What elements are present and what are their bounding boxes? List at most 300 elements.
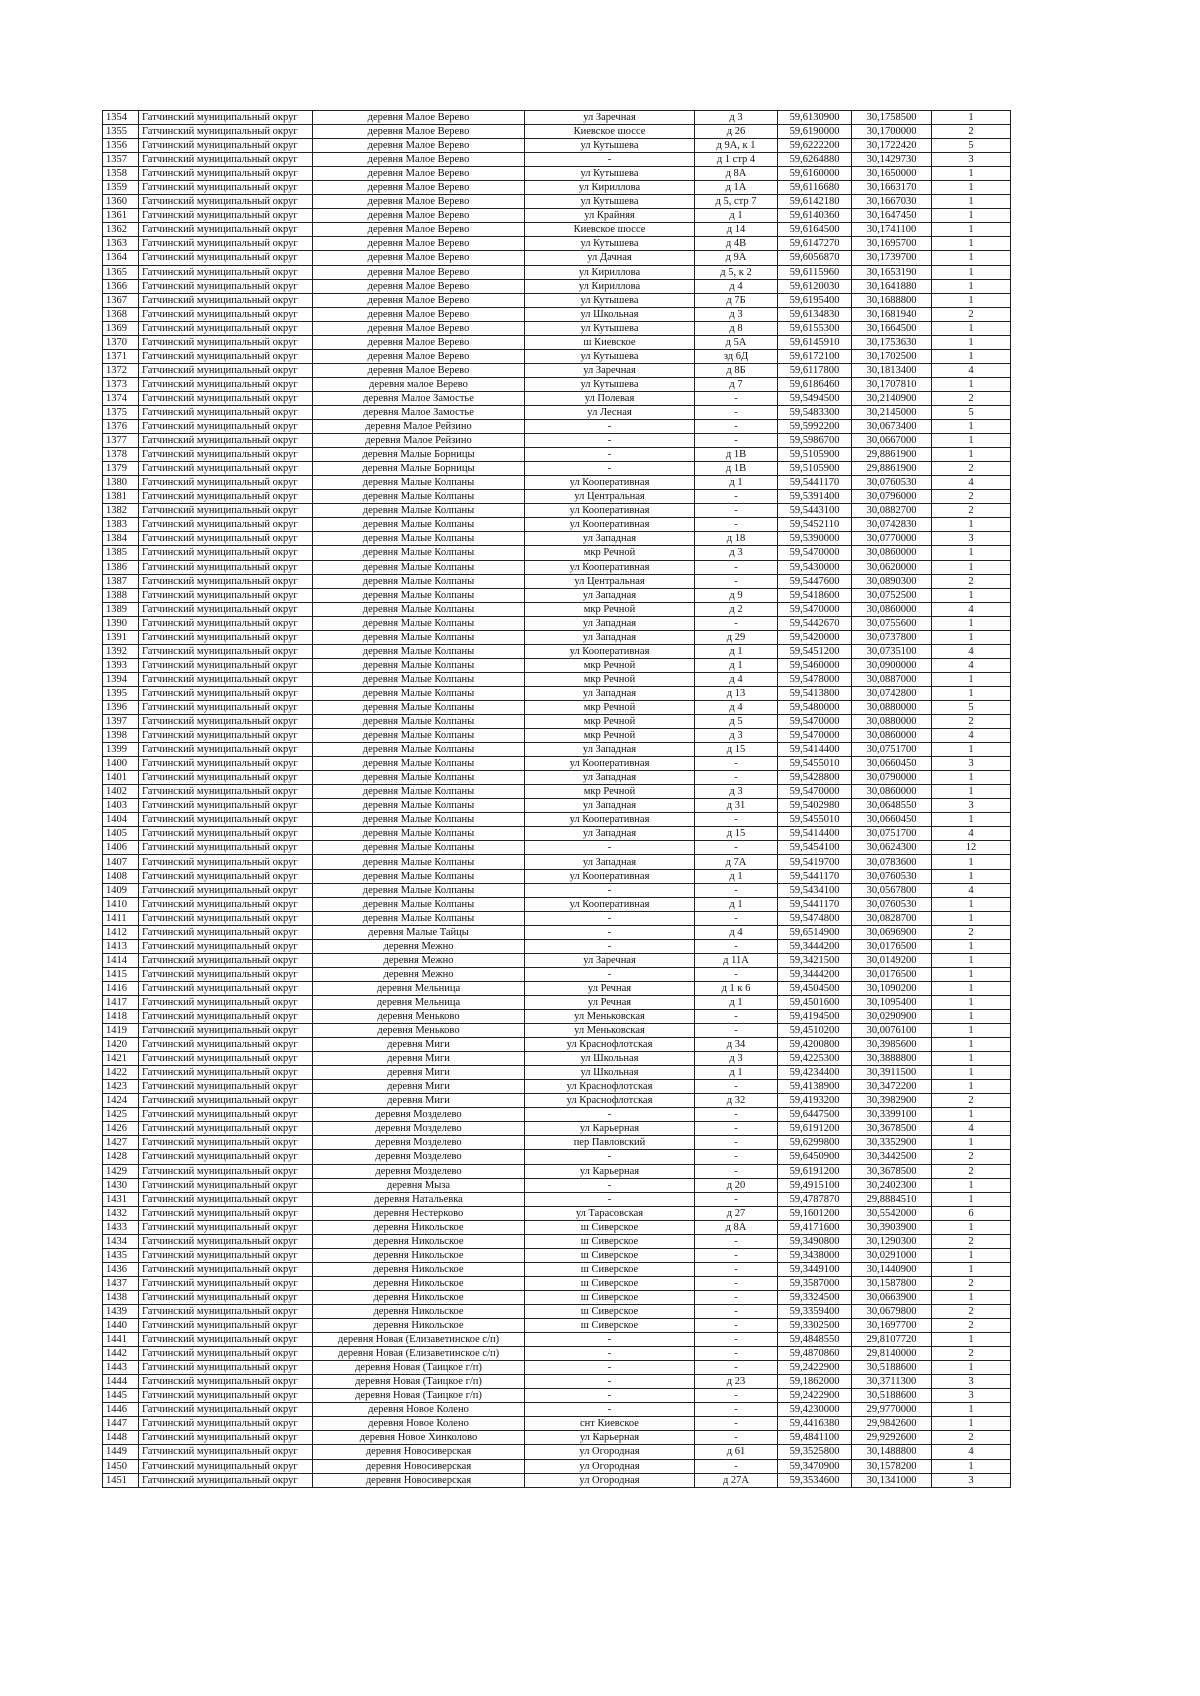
- house-cell: -: [695, 1234, 778, 1248]
- row-number: 1428: [103, 1150, 139, 1164]
- latitude-cell: 59,6117800: [778, 363, 852, 377]
- district-cell: Гатчинский муниципальный округ: [139, 602, 313, 616]
- street-cell: ул Центральная: [525, 574, 695, 588]
- settlement-cell: деревня Малые Колпаны: [313, 616, 525, 630]
- street-cell: ул Западная: [525, 630, 695, 644]
- count-cell: 4: [932, 883, 1011, 897]
- street-cell: ш Сиверское: [525, 1234, 695, 1248]
- district-cell: Гатчинский муниципальный округ: [139, 1108, 313, 1122]
- table-row: [103, 1066, 1011, 1080]
- settlement-cell: деревня Малое Верево: [313, 111, 525, 125]
- street-cell: -: [525, 841, 695, 855]
- count-cell: 1: [932, 1192, 1011, 1206]
- table-row: [103, 883, 1011, 897]
- settlement-cell: деревня Новое Колено: [313, 1403, 525, 1417]
- house-cell: д 1 к 6: [695, 981, 778, 995]
- count-cell: 4: [932, 363, 1011, 377]
- district-cell: Гатчинский муниципальный округ: [139, 616, 313, 630]
- district-cell: Гатчинский муниципальный округ: [139, 1276, 313, 1290]
- count-cell: 1: [932, 855, 1011, 869]
- table-row: [103, 1122, 1011, 1136]
- count-cell: 1: [932, 377, 1011, 391]
- settlement-cell: деревня Никольское: [313, 1304, 525, 1318]
- longitude-cell: 29,8861900: [852, 462, 932, 476]
- street-cell: ул Краснофлотская: [525, 1080, 695, 1094]
- longitude-cell: 30,3903900: [852, 1220, 932, 1234]
- district-cell: Гатчинский муниципальный округ: [139, 560, 313, 574]
- street-cell: -: [525, 939, 695, 953]
- latitude-cell: 59,5441170: [778, 897, 852, 911]
- row-number: 1379: [103, 462, 139, 476]
- latitude-cell: 59,5483300: [778, 405, 852, 419]
- house-cell: д 15: [695, 827, 778, 841]
- settlement-cell: деревня Малое Рейзино: [313, 434, 525, 448]
- table-row: [103, 349, 1011, 363]
- latitude-cell: 59,3444200: [778, 967, 852, 981]
- street-cell: -: [525, 883, 695, 897]
- house-cell: д 3: [695, 1052, 778, 1066]
- longitude-cell: 30,0760530: [852, 476, 932, 490]
- longitude-cell: 30,0076100: [852, 1024, 932, 1038]
- table-row: [103, 532, 1011, 546]
- settlement-cell: деревня Малые Колпаны: [313, 476, 525, 490]
- count-cell: 1: [932, 953, 1011, 967]
- table-row: [103, 1361, 1011, 1375]
- row-number: 1442: [103, 1347, 139, 1361]
- district-cell: Гатчинский муниципальный округ: [139, 1403, 313, 1417]
- longitude-cell: 30,1688800: [852, 293, 932, 307]
- count-cell: 4: [932, 729, 1011, 743]
- row-number: 1392: [103, 644, 139, 658]
- table-row: [103, 1178, 1011, 1192]
- settlement-cell: деревня Малое Замостье: [313, 391, 525, 405]
- longitude-cell: 30,0860000: [852, 546, 932, 560]
- settlement-cell: деревня Малые Колпаны: [313, 799, 525, 813]
- row-number: 1426: [103, 1122, 139, 1136]
- row-number: 1370: [103, 335, 139, 349]
- latitude-cell: 59,6195400: [778, 293, 852, 307]
- latitude-cell: 59,5442670: [778, 616, 852, 630]
- row-number: 1410: [103, 897, 139, 911]
- house-cell: д 4: [695, 279, 778, 293]
- row-number: 1406: [103, 841, 139, 855]
- house-cell: -: [695, 1192, 778, 1206]
- row-number: 1394: [103, 672, 139, 686]
- street-cell: -: [525, 1178, 695, 1192]
- table-row: [103, 700, 1011, 714]
- longitude-cell: 30,0790000: [852, 771, 932, 785]
- street-cell: ул Кооперативная: [525, 560, 695, 574]
- longitude-cell: 30,1663170: [852, 181, 932, 195]
- latitude-cell: 59,6155300: [778, 321, 852, 335]
- district-cell: Гатчинский муниципальный округ: [139, 321, 313, 335]
- street-cell: -: [525, 1347, 695, 1361]
- settlement-cell: деревня Новая (Таицкое г/п): [313, 1361, 525, 1375]
- district-cell: Гатчинский муниципальный округ: [139, 967, 313, 981]
- row-number: 1383: [103, 518, 139, 532]
- district-cell: Гатчинский муниципальный округ: [139, 335, 313, 349]
- settlement-cell: деревня Никольское: [313, 1262, 525, 1276]
- latitude-cell: 59,5451200: [778, 644, 852, 658]
- latitude-cell: 59,4234400: [778, 1066, 852, 1080]
- table-row: [103, 602, 1011, 616]
- longitude-cell: 30,1753630: [852, 335, 932, 349]
- house-cell: д 13: [695, 686, 778, 700]
- district-cell: Гатчинский муниципальный округ: [139, 293, 313, 307]
- longitude-cell: 30,0737800: [852, 630, 932, 644]
- settlement-cell: деревня Новое Колено: [313, 1417, 525, 1431]
- table-row: [103, 855, 1011, 869]
- house-cell: д 61: [695, 1445, 778, 1459]
- count-cell: 1: [932, 251, 1011, 265]
- house-cell: -: [695, 1122, 778, 1136]
- longitude-cell: 30,3399100: [852, 1108, 932, 1122]
- settlement-cell: деревня Никольское: [313, 1290, 525, 1304]
- house-cell: -: [695, 1262, 778, 1276]
- house-cell: -: [695, 420, 778, 434]
- street-cell: -: [525, 1333, 695, 1347]
- row-number: 1399: [103, 743, 139, 757]
- count-cell: 2: [932, 1319, 1011, 1333]
- street-cell: ул Кооперативная: [525, 897, 695, 911]
- table-row: [103, 335, 1011, 349]
- district-cell: Гатчинский муниципальный округ: [139, 490, 313, 504]
- settlement-cell: деревня Малое Верево: [313, 167, 525, 181]
- house-cell: -: [695, 1459, 778, 1473]
- district-cell: Гатчинский муниципальный округ: [139, 953, 313, 967]
- latitude-cell: 59,4225300: [778, 1052, 852, 1066]
- latitude-cell: 59,5441170: [778, 476, 852, 490]
- row-number: 1412: [103, 925, 139, 939]
- house-cell: д 1В: [695, 462, 778, 476]
- count-cell: 1: [932, 1024, 1011, 1038]
- row-number: 1369: [103, 321, 139, 335]
- street-cell: мкр Речной: [525, 658, 695, 672]
- row-number: 1363: [103, 237, 139, 251]
- longitude-cell: 30,1697700: [852, 1319, 932, 1333]
- district-cell: Гатчинский муниципальный округ: [139, 883, 313, 897]
- latitude-cell: 59,5443100: [778, 504, 852, 518]
- table-row: [103, 391, 1011, 405]
- count-cell: 1: [932, 1361, 1011, 1375]
- table-row: [103, 953, 1011, 967]
- latitude-cell: 59,6264880: [778, 153, 852, 167]
- district-cell: Гатчинский муниципальный округ: [139, 1304, 313, 1318]
- table-row: [103, 995, 1011, 1009]
- count-cell: 1: [932, 995, 1011, 1009]
- house-cell: д 3: [695, 307, 778, 321]
- house-cell: д 34: [695, 1038, 778, 1052]
- longitude-cell: 30,0752500: [852, 588, 932, 602]
- latitude-cell: 59,5105900: [778, 462, 852, 476]
- district-cell: Гатчинский муниципальный округ: [139, 981, 313, 995]
- longitude-cell: 30,0880000: [852, 700, 932, 714]
- table-row: [103, 293, 1011, 307]
- longitude-cell: 30,0648550: [852, 799, 932, 813]
- table-row: [103, 434, 1011, 448]
- street-cell: мкр Речной: [525, 729, 695, 743]
- house-cell: -: [695, 967, 778, 981]
- district-cell: Гатчинский муниципальный округ: [139, 771, 313, 785]
- house-cell: -: [695, 771, 778, 785]
- settlement-cell: деревня Малые Колпаны: [313, 841, 525, 855]
- house-cell: д 27: [695, 1206, 778, 1220]
- house-cell: -: [695, 1333, 778, 1347]
- house-cell: д 1: [695, 995, 778, 1009]
- table-row: [103, 153, 1011, 167]
- house-cell: д 4: [695, 925, 778, 939]
- district-cell: Гатчинский муниципальный округ: [139, 995, 313, 1009]
- district-cell: Гатчинский муниципальный округ: [139, 1431, 313, 1445]
- settlement-cell: деревня Новая (Елизаветинское с/п): [313, 1333, 525, 1347]
- settlement-cell: деревня Малое Верево: [313, 209, 525, 223]
- count-cell: 2: [932, 504, 1011, 518]
- district-cell: Гатчинский муниципальный округ: [139, 588, 313, 602]
- row-number: 1393: [103, 658, 139, 672]
- settlement-cell: деревня Малые Колпаны: [313, 518, 525, 532]
- table-row: [103, 1473, 1011, 1487]
- house-cell: -: [695, 1248, 778, 1262]
- count-cell: 5: [932, 405, 1011, 419]
- street-cell: ул Кириллова: [525, 265, 695, 279]
- latitude-cell: 59,5992200: [778, 420, 852, 434]
- settlement-cell: деревня Малые Колпаны: [313, 715, 525, 729]
- row-number: 1420: [103, 1038, 139, 1052]
- house-cell: д 32: [695, 1094, 778, 1108]
- count-cell: 1: [932, 686, 1011, 700]
- street-cell: ул Кириллова: [525, 181, 695, 195]
- latitude-cell: 59,5452110: [778, 518, 852, 532]
- house-cell: д 8: [695, 321, 778, 335]
- longitude-cell: 30,1647450: [852, 209, 932, 223]
- house-cell: -: [695, 574, 778, 588]
- longitude-cell: 30,0890300: [852, 574, 932, 588]
- row-number: 1448: [103, 1431, 139, 1445]
- longitude-cell: 30,1650000: [852, 167, 932, 181]
- longitude-cell: 30,0860000: [852, 602, 932, 616]
- street-cell: ул Речная: [525, 981, 695, 995]
- street-cell: ул Кооперативная: [525, 504, 695, 518]
- house-cell: -: [695, 1347, 778, 1361]
- house-cell: д 11А: [695, 953, 778, 967]
- house-cell: д 2: [695, 602, 778, 616]
- longitude-cell: 30,1641880: [852, 279, 932, 293]
- count-cell: 2: [932, 490, 1011, 504]
- district-cell: Гатчинский муниципальный округ: [139, 546, 313, 560]
- count-cell: 2: [932, 574, 1011, 588]
- settlement-cell: деревня Никольское: [313, 1248, 525, 1262]
- settlement-cell: деревня Малые Колпаны: [313, 574, 525, 588]
- settlement-cell: деревня Малые Колпаны: [313, 490, 525, 504]
- settlement-cell: деревня Натальевка: [313, 1192, 525, 1206]
- street-cell: ул Кооперативная: [525, 518, 695, 532]
- settlement-cell: деревня Малые Колпаны: [313, 686, 525, 700]
- table-row: [103, 181, 1011, 195]
- longitude-cell: 30,1587800: [852, 1276, 932, 1290]
- latitude-cell: 59,4200800: [778, 1038, 852, 1052]
- street-cell: ул Меньковская: [525, 1010, 695, 1024]
- latitude-cell: 59,3324500: [778, 1290, 852, 1304]
- district-cell: Гатчинский муниципальный округ: [139, 1220, 313, 1234]
- row-number: 1411: [103, 911, 139, 925]
- district-cell: Гатчинский муниципальный округ: [139, 237, 313, 251]
- longitude-cell: 30,1681940: [852, 307, 932, 321]
- count-cell: 1: [932, 1248, 1011, 1262]
- latitude-cell: 59,5474800: [778, 911, 852, 925]
- count-cell: 2: [932, 715, 1011, 729]
- settlement-cell: деревня Малое Верево: [313, 293, 525, 307]
- row-number: 1386: [103, 560, 139, 574]
- latitude-cell: 59,3449100: [778, 1262, 852, 1276]
- street-cell: ул Западная: [525, 743, 695, 757]
- table-row: [103, 1192, 1011, 1206]
- house-cell: д 7А: [695, 855, 778, 869]
- count-cell: 1: [932, 771, 1011, 785]
- count-cell: 3: [932, 153, 1011, 167]
- house-cell: -: [695, 1108, 778, 1122]
- longitude-cell: 30,1741100: [852, 223, 932, 237]
- longitude-cell: 30,1341000: [852, 1473, 932, 1487]
- district-cell: Гатчинский муниципальный округ: [139, 799, 313, 813]
- count-cell: 1: [932, 1136, 1011, 1150]
- street-cell: Киевское шоссе: [525, 125, 695, 139]
- table-row: [103, 1164, 1011, 1178]
- street-cell: -: [525, 420, 695, 434]
- row-number: 1413: [103, 939, 139, 953]
- settlement-cell: деревня Новая (Таицкое г/п): [313, 1375, 525, 1389]
- latitude-cell: 59,6222200: [778, 139, 852, 153]
- street-cell: ул Западная: [525, 686, 695, 700]
- settlement-cell: деревня Малые Тайцы: [313, 925, 525, 939]
- longitude-cell: 30,0796000: [852, 490, 932, 504]
- settlement-cell: деревня Никольское: [313, 1319, 525, 1333]
- table-row: [103, 1417, 1011, 1431]
- count-cell: 2: [932, 1304, 1011, 1318]
- table-row: [103, 363, 1011, 377]
- settlement-cell: деревня Малые Колпаны: [313, 827, 525, 841]
- settlement-cell: деревня Новое Хинколово: [313, 1431, 525, 1445]
- settlement-cell: деревня Малые Колпаны: [313, 588, 525, 602]
- district-cell: Гатчинский муниципальный округ: [139, 1024, 313, 1038]
- count-cell: 3: [932, 1375, 1011, 1389]
- district-cell: Гатчинский муниципальный округ: [139, 405, 313, 419]
- district-cell: Гатчинский муниципальный округ: [139, 785, 313, 799]
- row-number: 1440: [103, 1319, 139, 1333]
- count-cell: 1: [932, 1417, 1011, 1431]
- settlement-cell: деревня Мозделево: [313, 1108, 525, 1122]
- district-cell: Гатчинский муниципальный округ: [139, 125, 313, 139]
- longitude-cell: 30,0860000: [852, 785, 932, 799]
- district-cell: Гатчинский муниципальный округ: [139, 715, 313, 729]
- count-cell: 1: [932, 743, 1011, 757]
- longitude-cell: 30,1290300: [852, 1234, 932, 1248]
- longitude-cell: 30,1813400: [852, 363, 932, 377]
- district-cell: Гатчинский муниципальный округ: [139, 1234, 313, 1248]
- district-cell: Гатчинский муниципальный округ: [139, 686, 313, 700]
- settlement-cell: деревня Малое Верево: [313, 349, 525, 363]
- settlement-cell: деревня Мозделево: [313, 1150, 525, 1164]
- district-cell: Гатчинский муниципальный округ: [139, 209, 313, 223]
- longitude-cell: 30,0880000: [852, 715, 932, 729]
- count-cell: 1: [932, 785, 1011, 799]
- longitude-cell: 30,0660450: [852, 757, 932, 771]
- house-cell: -: [695, 504, 778, 518]
- table-row: [103, 841, 1011, 855]
- row-number: 1396: [103, 700, 139, 714]
- row-number: 1445: [103, 1389, 139, 1403]
- latitude-cell: 59,5428800: [778, 771, 852, 785]
- table-row: [103, 743, 1011, 757]
- settlement-cell: деревня Новая (Елизаветинское с/п): [313, 1347, 525, 1361]
- table-row: [103, 785, 1011, 799]
- row-number: 1381: [103, 490, 139, 504]
- count-cell: 1: [932, 167, 1011, 181]
- longitude-cell: 30,0660450: [852, 813, 932, 827]
- latitude-cell: 59,6514900: [778, 925, 852, 939]
- latitude-cell: 59,2422900: [778, 1361, 852, 1375]
- district-cell: Гатчинский муниципальный округ: [139, 420, 313, 434]
- house-cell: д 4: [695, 700, 778, 714]
- row-number: 1389: [103, 602, 139, 616]
- district-cell: Гатчинский муниципальный округ: [139, 1375, 313, 1389]
- district-cell: Гатчинский муниципальный округ: [139, 181, 313, 195]
- street-cell: ул Кооперативная: [525, 757, 695, 771]
- table-row: [103, 1094, 1011, 1108]
- street-cell: снт Киевское: [525, 1417, 695, 1431]
- row-number: 1403: [103, 799, 139, 813]
- row-number: 1397: [103, 715, 139, 729]
- street-cell: -: [525, 448, 695, 462]
- row-number: 1385: [103, 546, 139, 560]
- street-cell: -: [525, 434, 695, 448]
- district-cell: Гатчинский муниципальный округ: [139, 757, 313, 771]
- house-cell: д 20: [695, 1178, 778, 1192]
- count-cell: 1: [932, 1108, 1011, 1122]
- count-cell: 3: [932, 1389, 1011, 1403]
- settlement-cell: деревня Малые Колпаны: [313, 546, 525, 560]
- table-row: [103, 981, 1011, 995]
- house-cell: д 7: [695, 377, 778, 391]
- latitude-cell: 59,4171600: [778, 1220, 852, 1234]
- district-cell: Гатчинский муниципальный округ: [139, 349, 313, 363]
- house-cell: д 3: [695, 111, 778, 125]
- table-row: [103, 799, 1011, 813]
- latitude-cell: 59,5105900: [778, 448, 852, 462]
- district-cell: Гатчинский муниципальный округ: [139, 139, 313, 153]
- count-cell: 1: [932, 279, 1011, 293]
- row-number: 1421: [103, 1052, 139, 1066]
- latitude-cell: 59,6145910: [778, 335, 852, 349]
- street-cell: ул Западная: [525, 827, 695, 841]
- house-cell: -: [695, 391, 778, 405]
- street-cell: ул Кооперативная: [525, 476, 695, 490]
- district-cell: Гатчинский муниципальный округ: [139, 1038, 313, 1052]
- settlement-cell: деревня Малое Верево: [313, 363, 525, 377]
- street-cell: -: [525, 925, 695, 939]
- district-cell: Гатчинский муниципальный округ: [139, 1417, 313, 1431]
- house-cell: д 29: [695, 630, 778, 644]
- latitude-cell: 59,6142180: [778, 195, 852, 209]
- house-cell: -: [695, 405, 778, 419]
- settlement-cell: деревня Новосиверская: [313, 1473, 525, 1487]
- street-cell: ул Кутышева: [525, 377, 695, 391]
- district-cell: Гатчинский муниципальный округ: [139, 925, 313, 939]
- longitude-cell: 30,1700000: [852, 125, 932, 139]
- latitude-cell: 59,4915100: [778, 1178, 852, 1192]
- count-cell: 1: [932, 335, 1011, 349]
- table-row: [103, 1234, 1011, 1248]
- longitude-cell: 30,0742830: [852, 518, 932, 532]
